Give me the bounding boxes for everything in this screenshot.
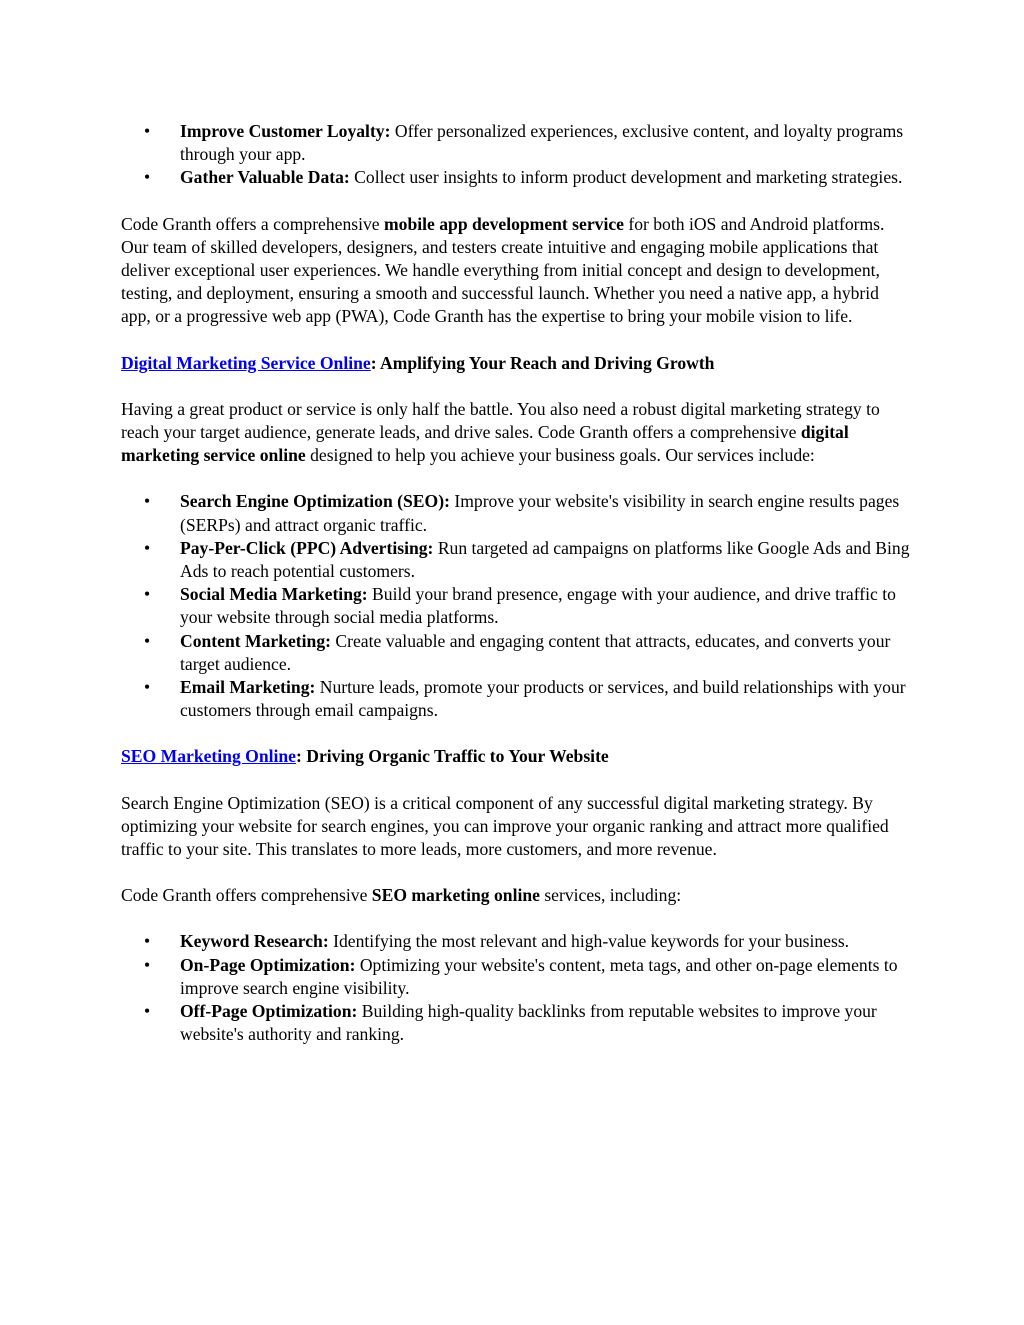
list-item-desc: Optimizing your website's content, meta tags, and other on-page elements to improve search engine visibility. <box>180 954 898 998</box>
list-item-term: Email Marketing: <box>180 677 316 698</box>
list-item-term: Improve Customer Loyalty: <box>180 121 391 141</box>
heading-text: : Amplifying Your Reach and Driving Growth <box>370 352 715 373</box>
list-item <box>121 490 911 536</box>
list-item-desc: Build your brand presence, engage with your audience, and drive traffic to your website through social media platforms. <box>180 584 896 628</box>
paragraph-text: designed to help you achieve your business goals. Our services include: <box>305 445 815 466</box>
list-item-desc: Create valuable and engaging content that attracts, educates, and converts your target audience. <box>180 630 891 674</box>
list-item <box>121 120 911 166</box>
document-page <box>121 120 911 1047</box>
list-item <box>121 954 911 1000</box>
list-item-term: Search Engine Optimization (SEO): <box>180 491 450 512</box>
list-item-term: Keyword Research: <box>180 931 329 952</box>
seo-intro-paragraph: Search Engine Optimization (SEO) is a critical component of any successful digital marketing strategy. By optimizing your website for search engines, you can improve your organic ranking and attract more qualified traffic to your site. This translates to more leads, more customers, and more revenue. <box>121 792 889 860</box>
paragraph-text: services, including: <box>539 885 682 906</box>
paragraph-text: Having a great product or service is only half the battle. You also need a robust digital marketing strategy to reach your target audience, generate leads, and drive sales. Code Granth offers a comprehensive <box>121 398 880 443</box>
benefits-list <box>121 120 911 190</box>
list-item <box>121 166 911 189</box>
section-heading-seo-marketing <box>121 745 911 768</box>
list-item-term: Off-Page Optimization: <box>180 1001 358 1022</box>
list-item-desc: Identifying the most relevant and high-value keywords for your business. <box>328 931 850 952</box>
list-item <box>121 930 911 953</box>
heading-text: : Driving Organic Traffic to Your Website <box>295 746 609 767</box>
paragraph-text: for both iOS and Android platforms. Our team of skilled developers, designers, and testers create intuitive and engaging mobile applications that deliver exceptional user experiences. We handle everything from initial concept and design to development, testing, and deployment, ensuring a smooth and successful launch. Whether you need a native app, a hybrid app, or a progressive web app (PWA), Code Granth has the expertise to bring your mobile vision to life. <box>121 213 885 327</box>
list-item <box>121 676 911 722</box>
paragraph-bold-text: SEO marketing online <box>371 885 540 906</box>
list-item-term: On-Page Optimization: <box>180 954 356 975</box>
list-item <box>121 583 911 629</box>
list-item-desc: Nurture leads, promote your products or services, and build relationships with your customers through email campaigns. <box>180 677 906 721</box>
paragraph-text: Code Granth offers comprehensive <box>121 885 372 906</box>
list-item <box>121 537 911 583</box>
seo-services-paragraph <box>121 884 911 907</box>
list-item-desc: Run targeted ad campaigns on platforms like Google Ads and Bing Ads to reach potential customers. <box>180 537 910 582</box>
mobile-app-paragraph <box>121 213 911 329</box>
paragraph-bold-text: digital marketing service online <box>121 422 849 466</box>
seo-marketing-link[interactable]: SEO Marketing Online <box>121 746 296 767</box>
list-item-term: Pay-Per-Click (PPC) Advertising: <box>180 537 434 558</box>
list-item <box>121 1000 911 1046</box>
seo-services-list <box>121 930 911 1046</box>
list-item-desc: Improve your website's visibility in search engine results pages (SERPs) and attract organic traffic. <box>180 491 900 535</box>
list-item-term: Social Media Marketing: <box>180 584 368 605</box>
paragraph-bold-text: mobile app development service <box>384 213 624 234</box>
list-item-term: Gather Valuable Data: <box>180 167 350 188</box>
digital-marketing-paragraph <box>121 398 911 468</box>
services-list <box>121 490 911 722</box>
list-item <box>121 630 911 676</box>
list-item-desc: Collect user insights to inform product development and marketing strategies. <box>349 167 903 188</box>
list-item-term: Content Marketing: <box>180 630 331 651</box>
section-heading-digital-marketing <box>121 352 911 375</box>
digital-marketing-link[interactable]: Digital Marketing Service Online <box>121 352 371 373</box>
paragraph-text: Code Granth offers a comprehensive <box>121 213 385 234</box>
list-item-desc: Offer personalized experiences, exclusive content, and loyalty programs through your app. <box>180 121 904 165</box>
list-item-desc: Building high-quality backlinks from reputable websites to improve your website's authority and ranking. <box>180 1001 877 1045</box>
